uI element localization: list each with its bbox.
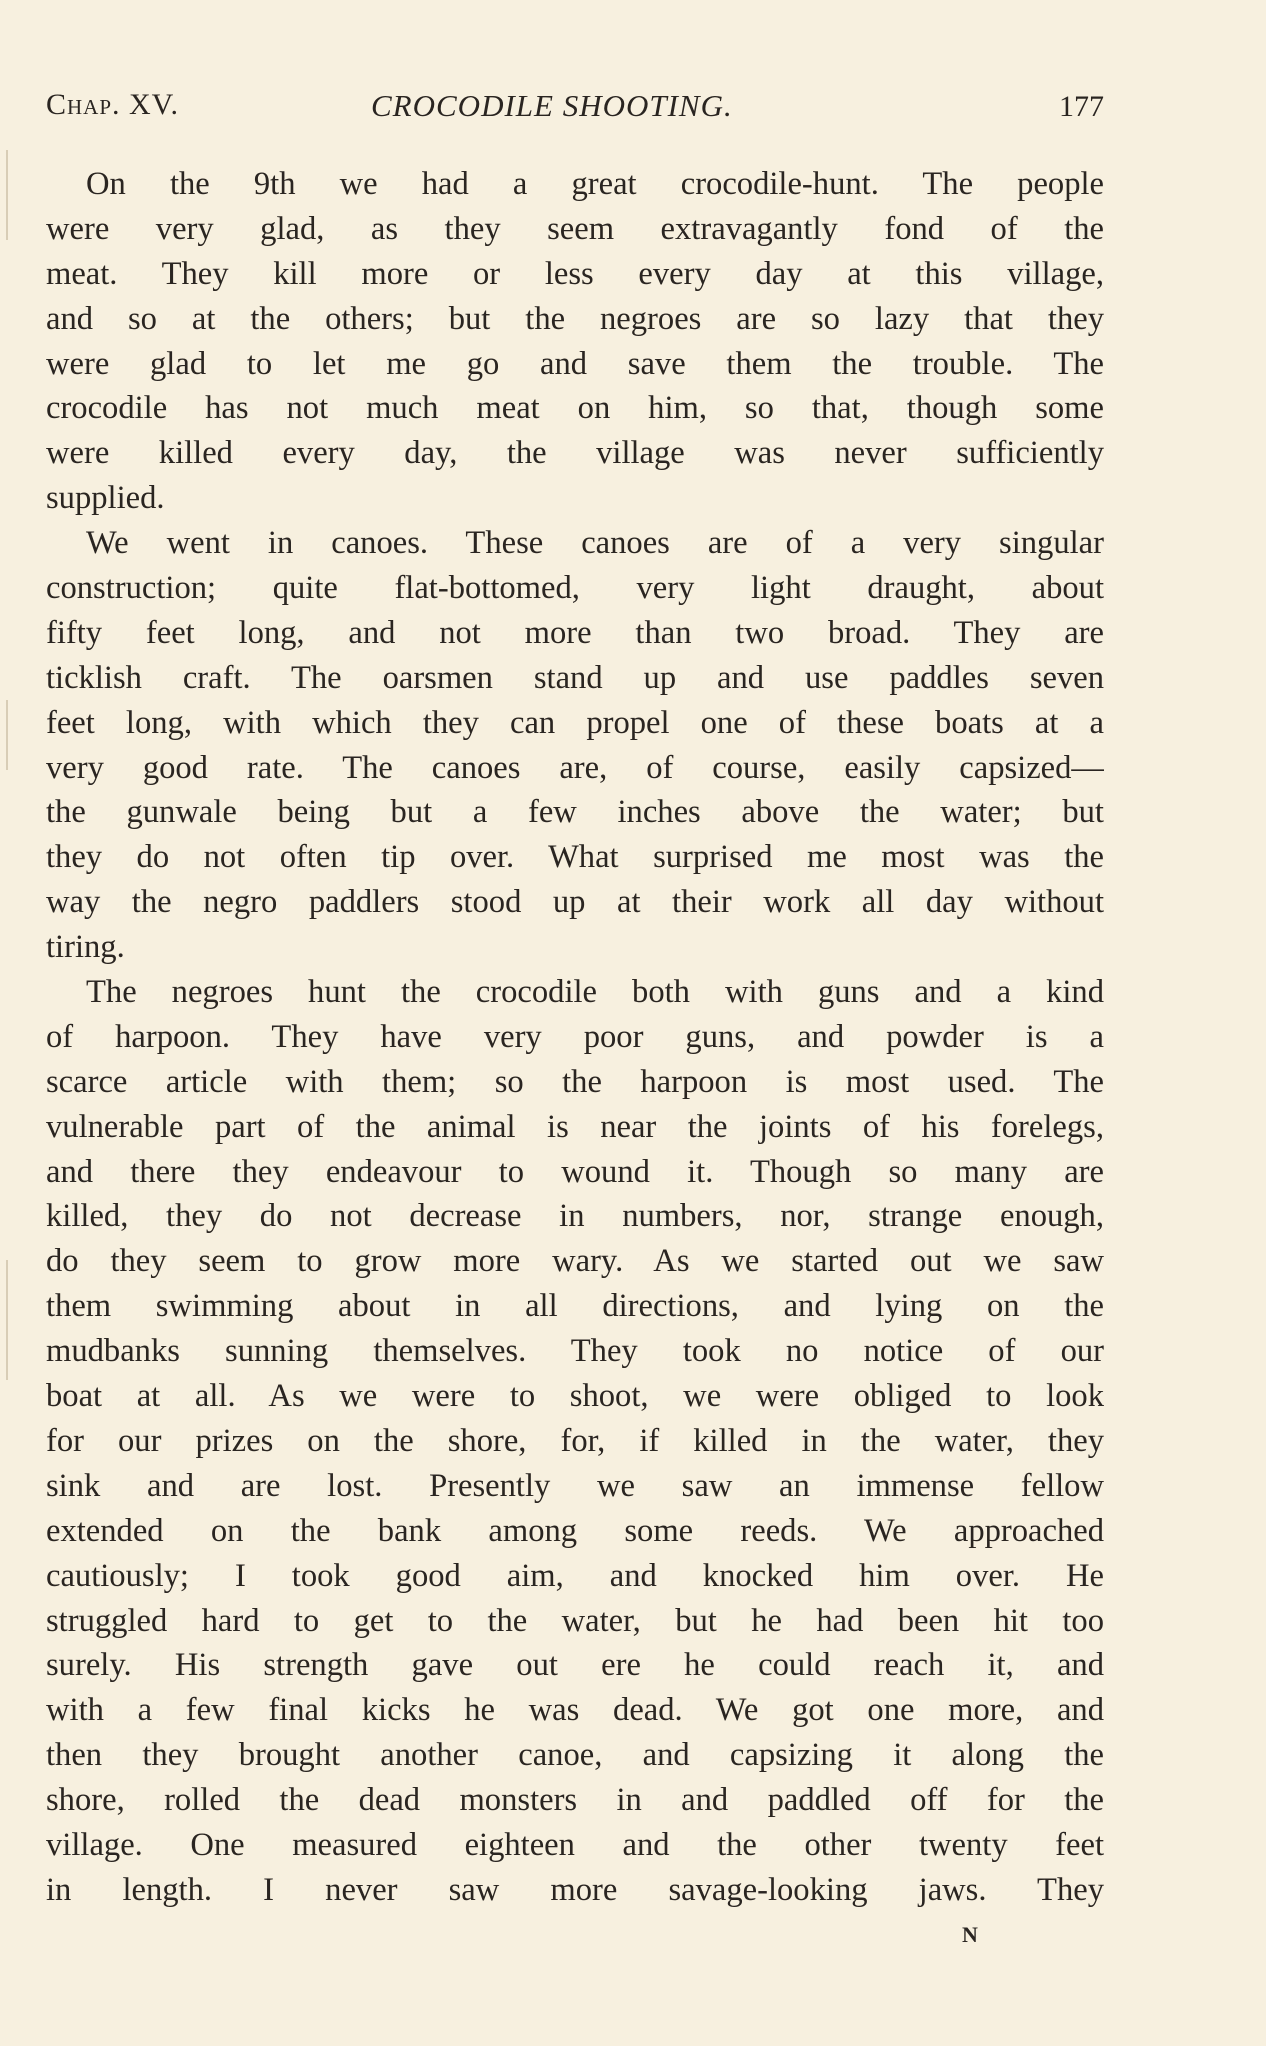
text-line: of harpoon. They have very poor guns, and powder is a (46, 1018, 1104, 1055)
text-line: scarce article with them; so the harpoon is most used. The (46, 1063, 1104, 1100)
gutter-mark (6, 1260, 8, 1380)
gutter-mark (6, 150, 8, 240)
text-line: crocodile has not much meat on him, so that, though some (46, 390, 1104, 427)
text-line: and there they endeavour to wound it. Though so many are (46, 1153, 1104, 1190)
text-line: boat at all. As we were to shoot, we were obliged to look (46, 1378, 1104, 1415)
text-line: surely. His strength gave out ere he could reach it, and (46, 1647, 1104, 1684)
text-line: mudbanks sunning themselves. They took no notice of our (46, 1333, 1104, 1370)
gutter-mark (6, 700, 8, 770)
text-line: The negroes hunt the crocodile both with guns and a kind (86, 974, 1104, 1011)
text-line: We went in canoes. These canoes are of a very singular (86, 525, 1104, 562)
text-line: shore, rolled the dead monsters in and paddled off for the (46, 1782, 1104, 1819)
text-line: feet long, with which they can propel one of these boats at a (46, 704, 1104, 741)
chapter-label: Chap. XV. (46, 88, 179, 121)
text-line: vulnerable part of the animal is near the joints of his forelegs, (46, 1108, 1104, 1145)
text-line: do they seem to grow more wary. As we started out we saw (46, 1243, 1104, 1280)
text-line: struggled hard to get to the water, but he had been hit too (46, 1602, 1104, 1639)
running-title: CROCODILE SHOOTING. (371, 88, 733, 123)
body-text (46, 162, 1104, 1913)
text-line: tiring. (46, 929, 125, 966)
text-line: and so at the others; but the negroes are so lazy that they (46, 300, 1104, 337)
text-line: them swimming about in all directions, and lying on the (46, 1288, 1104, 1325)
text-line: in length. I never saw more savage-looking jaws. They (46, 1871, 1104, 1908)
running-header (46, 88, 1104, 138)
text-line: village. One measured eighteen and the other twenty feet (46, 1826, 1104, 1863)
text-line: sink and are lost. Presently we saw an immense fellow (46, 1467, 1104, 1504)
text-line: construction; quite flat-bottomed, very light draught, about (46, 570, 1104, 607)
text-line: ticklish craft. The oarsmen stand up and use paddles seven (46, 659, 1104, 696)
text-line: killed, they do not decrease in numbers, nor, strange enough, (46, 1198, 1104, 1235)
text-line: meat. They kill more or less every day at this village, (46, 255, 1104, 292)
signature-mark: N (962, 1922, 979, 1947)
text-line: cautiously; I took good aim, and knocked him over. He (46, 1557, 1104, 1594)
text-line: with a few final kicks he was dead. We got one more, and (46, 1692, 1104, 1729)
text-line: they do not often tip over. What surprised me most was the (46, 839, 1104, 876)
text-line: extended on the bank among some reeds. We approached (46, 1512, 1104, 1549)
text-line: were glad to let me go and save them the trouble. The (46, 345, 1104, 382)
page-number: 177 (1059, 90, 1104, 123)
text-line: for our prizes on the shore, for, if killed in the water, they (46, 1422, 1104, 1459)
text-line: then they brought another canoe, and capsizing it along the (46, 1737, 1104, 1774)
text-line: supplied. (46, 480, 165, 517)
text-line: way the negro paddlers stood up at their work all day without (46, 884, 1104, 921)
text-line: the gunwale being but a few inches above the water; but (46, 794, 1104, 831)
text-line: On the 9th we had a great crocodile-hunt. The people (86, 166, 1104, 202)
text-line: were killed every day, the village was never sufficiently (46, 435, 1104, 472)
text-line: very good rate. The canoes are, of course, easily capsized— (46, 749, 1104, 786)
text-line: fifty feet long, and not more than two broad. They are (46, 614, 1104, 651)
text-line: were very glad, as they seem extravagantly fond of the (46, 210, 1104, 247)
